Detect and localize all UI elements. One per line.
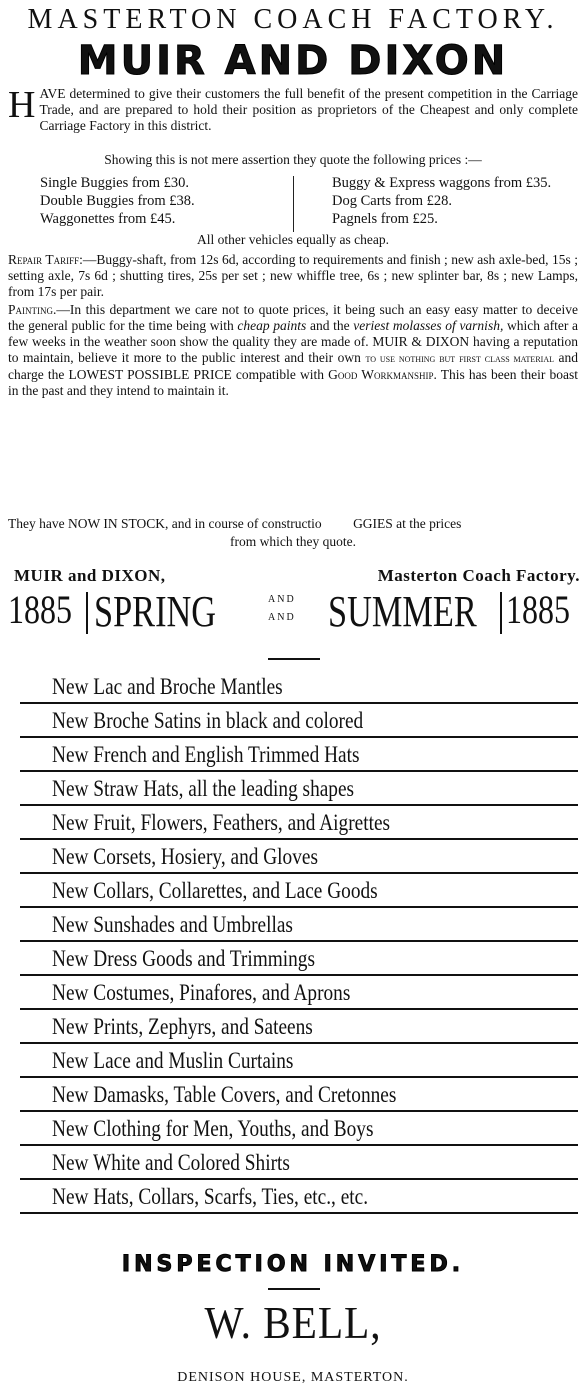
stock-text-2: GGIES at the prices [353,516,462,531]
list-item-text: New White and Colored Shirts [52,1150,290,1175]
painting-text-2: and the [309,318,350,333]
inspection-underline [268,1288,320,1290]
price-waggonettes: Waggonettes from £45. [40,211,176,227]
list-item-rule [20,1212,578,1214]
painting-text-4: and charge the LOWEST POSSIBLE PRICE compatible with [8,350,578,382]
stock-paragraph [8,516,578,532]
banner-and-top: AND [268,594,296,605]
list-item [20,976,578,1010]
intro-dropcap: H [8,84,36,126]
list-item-text: New Damasks, Table Covers, and Cretonnes [52,1082,397,1107]
list-item [20,670,578,704]
firm-name-heading: MUIR AND DIXON [77,38,509,84]
banner-bar-right [500,592,502,634]
list-item [20,704,578,738]
list-item-text: New Corsets, Hosiery, and Gloves [52,844,318,869]
list-item [20,1010,578,1044]
painting-label: Painting. [8,302,57,317]
list-item [20,1078,578,1112]
painting-text-5: This has been their boast in the past and they intend to maintain it. [8,367,579,398]
list-item-text: New Sunshades and Umbrellas [52,912,293,937]
painting-text-1: —In this department we care not to quote prices, it being such an easy easy matter to deceive the general public for the time being with [8,302,578,333]
price-column-divider [293,176,294,232]
banner-spring: SPRING [94,587,217,636]
painting-text-3: which after a few weeks in the weather soon show the quality they are made of. MUIR & DIXON having a reputation to maintain, believe it more to the public interest and their own [8,318,578,365]
list-item [20,874,578,908]
list-item-text: New Lace and Muslin Curtains [52,1048,294,1073]
painting-paragraph [8,302,578,399]
prices-right-column [332,174,551,228]
list-item-text: New French and English Trimmed Hats [52,742,360,767]
all-other-vehicles: All other vehicles equally as cheap. [197,232,389,247]
list-item [20,908,578,942]
prices-left-column [40,174,195,228]
coach-factory-title: MASTERTON COACH FACTORY. [27,4,559,35]
list-item [20,840,578,874]
coach-footer-place: Masterton Coach Factory. [377,566,580,585]
list-item-text: New Straw Hats, all the leading shapes [52,776,355,801]
list-item-text: New Fruit, Flowers, Feathers, and Aigrettes [52,810,391,835]
proprietor-address: DENISON HOUSE, MASTERTON. [177,1370,409,1385]
banner-bar-left [86,592,88,634]
price-dog-carts: Dog Carts from £28. [332,193,453,209]
banner-underline [268,658,320,660]
list-item [20,1044,578,1078]
painting-cheap-paints: cheap paints [237,318,307,333]
banner-summer: SUMMER [328,587,477,636]
list-item-text: New Lac and Broche Mantles [52,674,283,699]
price-single-buggies: Single Buggies from £30. [40,175,190,191]
coach-footer-firm: MUIR and DIXON, [14,566,166,585]
list-item-text: New Hats, Collars, Scarfs, Ties, etc., etc. [52,1184,369,1209]
list-item-text: New Dress Goods and Trimmings [52,946,315,971]
list-item [20,772,578,806]
inspection-invited-heading: INSPECTION INVITED. [121,1252,465,1277]
coach-footer [14,566,580,586]
painting-workmanship: Good Workmanship. [328,367,437,382]
list-item [20,806,578,840]
banner-and-bottom: AND [268,612,296,623]
stock-text-3: from which they quote. [230,534,356,549]
list-item-text: New Clothing for Men, Youths, and Boys [52,1116,374,1141]
painting-molasses: veriest molasses of varnish, [353,318,504,333]
price-express-waggons: Buggy & Express waggons from £35. [332,175,552,191]
list-item-text: New Prints, Zephyrs, and Sateens [52,1014,313,1039]
list-item [20,1112,578,1146]
prices-intro: Showing this is not mere assertion they quote the following prices :— [104,152,482,167]
stock-text-1: They have NOW IN STOCK, and in course of constructio [8,516,322,531]
list-item-text: New Costumes, Pinafores, and Aprons [52,980,351,1005]
intro-text: AVE determined to give their customers the full benefit of the present competition in the Carriage Trade, and are prepared to hold their position as proprietors of the Cheapest and only complete Carriage Factory in this district. [39,86,578,133]
price-double-buggies: Double Buggies from £38. [40,193,195,209]
list-item [20,1146,578,1180]
list-item [20,738,578,772]
banner-year-right: 1885 [506,587,570,632]
intro-paragraph [8,86,578,134]
repair-tariff-label: Repair Tariff [8,252,80,267]
repair-tariff-text: :—Buggy-shaft, from 12s 6d, according to requirements and finish ; new ash axle-bed, 15s ; setting axle, 7s 6d ; shutting tires, 25s per set ; new whiffle tree, 6s ; new splinter bar, 8s ; new Lamps, from 17s per pair. [8,252,578,299]
list-item [20,942,578,976]
banner-year-left: 1885 [8,587,72,632]
repair-tariff-paragraph [8,252,578,300]
list-item-text: New Broche Satins in black and colored [52,708,364,733]
price-pagnels: Pagnels from £25. [332,211,438,227]
list-item [20,1180,578,1214]
proprietor-name: W. BELL, [204,1297,382,1348]
list-item-text: New Collars, Collarettes, and Lace Goods [52,878,378,903]
season-banner [0,586,586,636]
painting-nothing-clause: to use nothing but first class material [365,353,554,365]
